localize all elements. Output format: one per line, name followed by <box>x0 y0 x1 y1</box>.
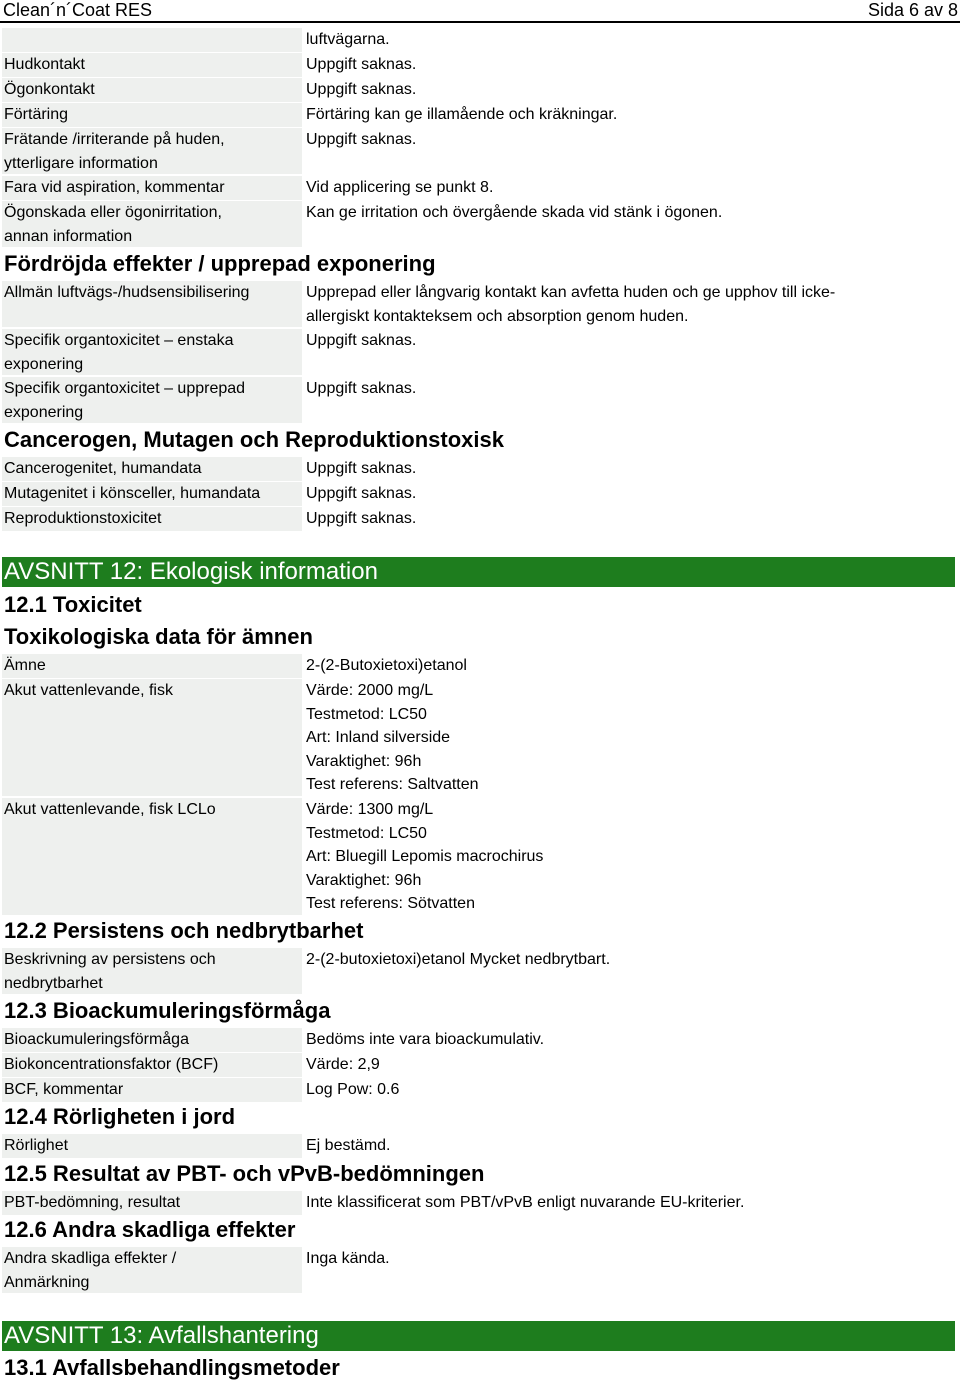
row-value-line: Värde: 2000 mg/L <box>306 682 434 699</box>
row-value: Uppgift saknas. <box>306 485 417 502</box>
row-value-line: Testmetod: LC50 <box>306 824 427 842</box>
row-label: Frätande /irriterande på huden, ytterligare information <box>2 128 302 174</box>
header-rule <box>0 21 960 23</box>
row-label: Bioackumuleringsförmåga <box>2 1028 302 1052</box>
row-value-line: Varaktighet: 96h <box>306 752 422 770</box>
row-label: Reproduktionstoxicitet <box>2 507 302 531</box>
label-cell-empty <box>2 28 302 52</box>
row-value: Uppgift saknas. <box>306 56 417 73</box>
row-label: Beskrivning av persistens och nedbrytbarhet <box>2 948 302 994</box>
row-value-line: Upprepad eller långvarig kontakt kan avfetta huden och ge upphov till icke- <box>306 284 836 301</box>
row-label: Ögonkontakt <box>2 78 302 102</box>
row-value: Log Pow: 0.6 <box>306 1081 400 1098</box>
subsection-heading: 12.6 Andra skadliga effekter <box>4 1217 296 1242</box>
row-value: 2-(2-butoxietoxi)etanol Mycket nedbrytbart. <box>306 951 611 968</box>
row-value: Vid applicering se punkt 8. <box>306 179 494 196</box>
row-value: Uppgift saknas. <box>306 81 417 98</box>
row-value-line: Varaktighet: 96h <box>306 871 422 889</box>
row-value: Kan ge irritation och övergående skada vid stänk i ögonen. <box>306 204 723 221</box>
subsection-heading: Toxikologiska data för ämnen <box>4 624 313 649</box>
row-label: Hudkontakt <box>2 53 302 77</box>
row-value: 2-(2-Butoxietoxi)etanol <box>306 657 467 674</box>
subsection-heading: 12.4 Rörligheten i jord <box>4 1104 236 1129</box>
row-label: BCF, kommentar <box>2 1078 302 1102</box>
row-label: Cancerogenitet, humandata <box>2 457 302 481</box>
row-label: Förtäring <box>2 103 302 127</box>
row-value <box>306 798 543 916</box>
row-label: Allmän luftvägs-/hudsensibilisering <box>2 281 302 327</box>
row-value: Ej bestämd. <box>306 1137 391 1154</box>
row-value: Förtäring kan ge illamående och kräkningar. <box>306 106 618 123</box>
row-label: Biokoncentrationsfaktor (BCF) <box>2 1053 302 1077</box>
row-value: Uppgift saknas. <box>306 131 417 148</box>
section-banner: AVSNITT 12: Ekologisk information <box>2 557 955 587</box>
row-value-line: Testmetod: LC50 <box>306 705 427 723</box>
row-label: Specifik organtoxicitet – upprepad exponering <box>2 377 302 423</box>
document-title: Clean´n´Coat RES <box>3 0 153 20</box>
row-label: Ämne <box>2 654 302 678</box>
row-value: Uppgift saknas. <box>306 460 417 477</box>
row-value-line: Värde: 1300 mg/L <box>306 801 434 818</box>
subsection-heading: 12.3 Bioackumuleringsförmåga <box>4 998 331 1023</box>
page-number: Sida 6 av 8 <box>867 0 958 20</box>
row-label: Andra skadliga effekter / Anmärkning <box>2 1247 302 1293</box>
row-value-line: allergiskt kontakteksem och absorption genom huden. <box>306 307 689 325</box>
row-value: Värde: 2,9 <box>306 1056 380 1073</box>
subsection-heading: 12.5 Resultat av PBT- och vPvB-bedömningen <box>4 1161 485 1186</box>
row-label: Fara vid aspiration, kommentar <box>2 176 302 200</box>
row-value-line: Art: Bluegill Lepomis macrochirus <box>306 848 544 865</box>
row-value: Uppgift saknas. <box>306 380 417 397</box>
subsection-heading: 12.2 Persistens och nedbrytbarhet <box>4 918 364 943</box>
row-label: Rörlighet <box>2 1134 302 1158</box>
row-value-line: Test referens: Saltvatten <box>306 776 479 793</box>
row-value <box>306 679 479 797</box>
row-value-line: Test referens: Sötvatten <box>306 895 475 912</box>
section-banner: AVSNITT 13: Avfallshantering <box>2 1321 955 1351</box>
section-heading: Fördröjda effekter / upprepad exponering <box>4 251 436 276</box>
row-value <box>306 281 835 328</box>
row-label: PBT-bedömning, resultat <box>2 1191 302 1215</box>
row-value: Inga kända. <box>306 1250 390 1267</box>
row-value: Uppgift saknas. <box>306 510 417 527</box>
row-label: Ögonskada eller ögonirritation, annan information <box>2 201 302 247</box>
row-value: Bedöms inte vara bioackumulativ. <box>306 1031 545 1048</box>
row-label: Akut vattenlevande, fisk <box>2 679 302 796</box>
row-label: Specifik organtoxicitet – enstaka exponering <box>2 329 302 375</box>
subsection-heading: 12.1 Toxicitet <box>4 592 142 617</box>
section-heading: Cancerogen, Mutagen och Reproduktionstoxisk <box>4 427 504 452</box>
row-value: Inte klassificerat som PBT/vPvB enligt nuvarande EU-kriterier. <box>306 1194 745 1211</box>
row-label: Mutagenitet i könsceller, humandata <box>2 482 302 506</box>
subsection-heading: 13.1 Avfallsbehandlingsmetoder <box>4 1355 340 1380</box>
row-value: Uppgift saknas. <box>306 332 417 349</box>
row-value-line: Art: Inland silverside <box>306 729 451 746</box>
continuation-text: luftvägarna. <box>306 31 390 48</box>
row-label: Akut vattenlevande, fisk LCLo <box>2 798 302 915</box>
